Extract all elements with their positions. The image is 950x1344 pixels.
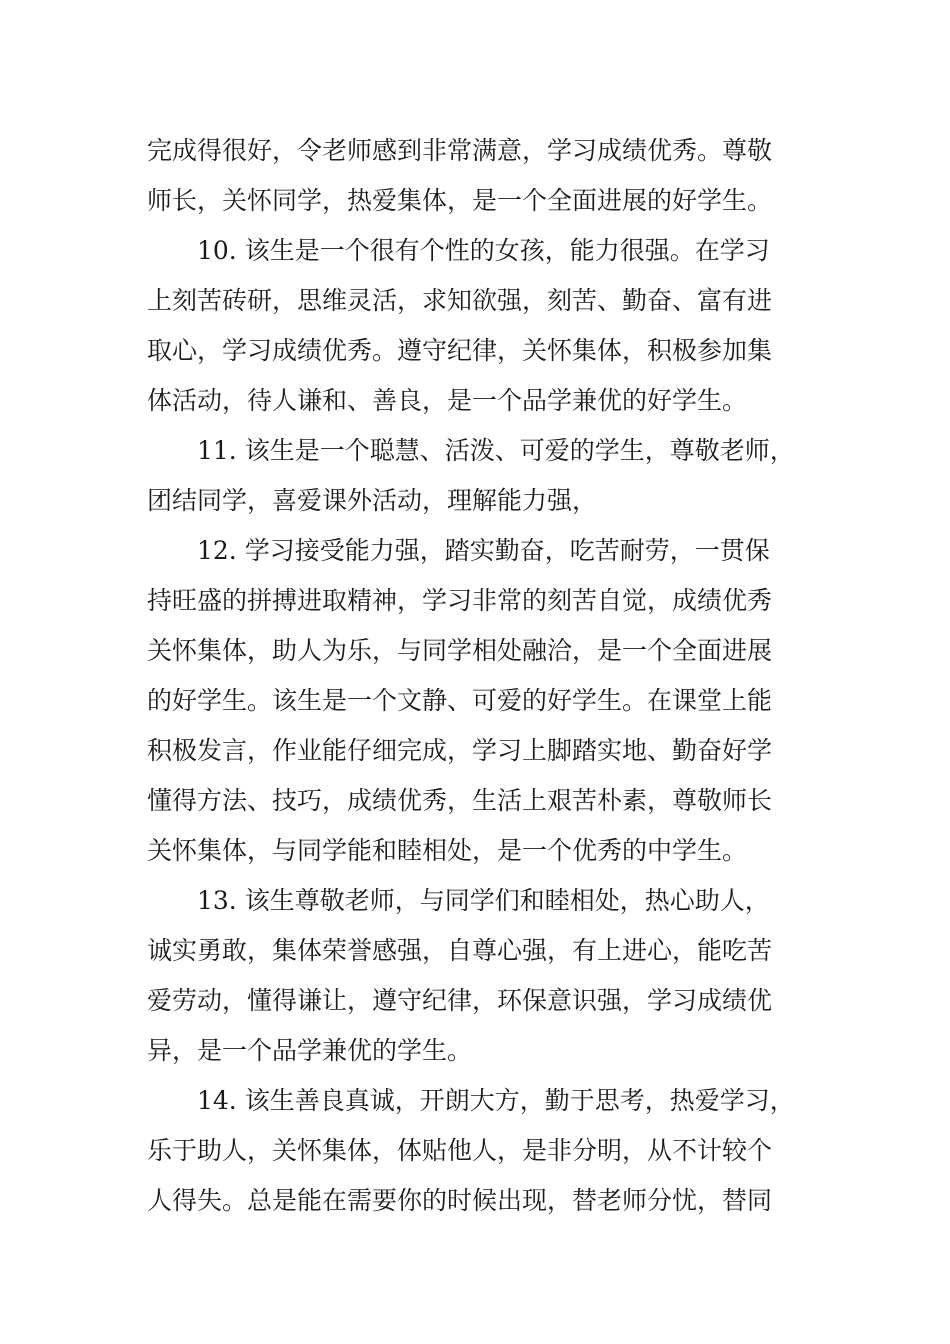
paragraph-start-12: 12. 学习接受能力强，踏实勤奋，吃苦耐劳，一贯保 bbox=[197, 536, 770, 565]
paragraph-start-13: 13. 该生尊敬老师，与同学们和睦相处，热心助人， bbox=[197, 886, 770, 915]
paragraph-start-14: 14. 该生善良真诚，开朗大方，勤于思考，热爱学习， bbox=[197, 1086, 795, 1115]
text-line: 异，是一个品学兼优的学生。 bbox=[147, 1036, 473, 1065]
text-line: 团结同学，喜爱课外活动，理解能力强， bbox=[147, 486, 598, 515]
text-line: 关怀集体，与同学能和睦相处，是一个优秀的中学生。 bbox=[147, 836, 748, 865]
text-line: 关怀集体，助人为乐，与同学相处融洽，是一个全面进展 bbox=[147, 636, 773, 665]
text-line: 懂得方法、技巧，成绩优秀，生活上艰苦朴素，尊敬师长 bbox=[147, 786, 773, 815]
text-line: 体活动，待人谦和、善良，是一个品学兼优的好学生。 bbox=[147, 386, 748, 415]
text-line: 上刻苦砖研，思维灵活，求知欲强，刻苦、勤奋、富有进 bbox=[147, 286, 773, 315]
text-line: 师长，关怀同学，热爱集体，是一个全面进展的好学生。 bbox=[147, 186, 773, 215]
paragraph-start-10: 10. 该生是一个很有个性的女孩，能力很强。在学习 bbox=[197, 236, 770, 265]
text-line: 的好学生。该生是一个文静、可爱的好学生。在课堂上能 bbox=[147, 686, 773, 715]
text-line: 完成得很好，令老师感到非常满意，学习成绩优秀。尊敬 bbox=[147, 136, 773, 165]
text-line: 爱劳动，懂得谦让，遵守纪律，环保意识强，学习成绩优 bbox=[147, 986, 773, 1015]
text-line: 人得失。总是能在需要你的时候出现，替老师分忧，替同 bbox=[147, 1186, 773, 1215]
text-line: 取心，学习成绩优秀。遵守纪律，关怀集体，积极参加集 bbox=[147, 336, 773, 365]
text-line: 诚实勇敢，集体荣誉感强，自尊心强，有上进心，能吃苦 bbox=[147, 936, 773, 965]
document-body bbox=[147, 126, 837, 1226]
text-line: 持旺盛的拼搏进取精神，学习非常的刻苦自觉，成绩优秀 bbox=[147, 586, 773, 615]
paragraph-start-11: 11. 该生是一个聪慧、活泼、可爱的学生，尊敬老师， bbox=[197, 436, 795, 465]
text-line: 乐于助人，关怀集体，体贴他人，是非分明，从不计较个 bbox=[147, 1136, 773, 1165]
text-line: 积极发言，作业能仔细完成，学习上脚踏实地、勤奋好学 bbox=[147, 736, 773, 765]
